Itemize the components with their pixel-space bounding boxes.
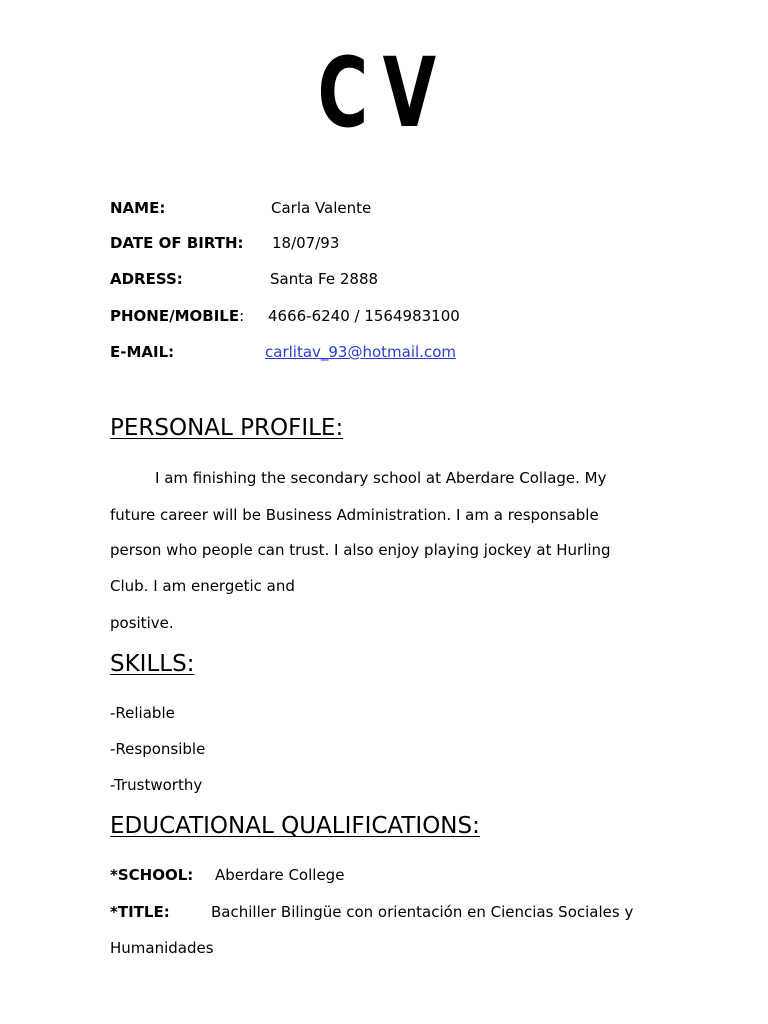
title-value-continued: Humanidades bbox=[110, 939, 214, 957]
dob-value: 18/07/93 bbox=[272, 234, 340, 252]
skills-heading: SKILLS: bbox=[110, 651, 195, 677]
profile-line: future career will be Business Administration. I am a responsable bbox=[110, 506, 599, 524]
skill-item: -Reliable bbox=[110, 704, 175, 722]
name-value: Carla Valente bbox=[271, 199, 372, 217]
email-label: E-MAIL: bbox=[110, 343, 175, 361]
profile-line: person who people can trust. I also enjoy playing jockey at Hurling bbox=[110, 541, 611, 559]
phone-label-colon: : bbox=[239, 307, 245, 325]
profile-line: Club. I am energetic and bbox=[110, 577, 295, 595]
school-label: *SCHOOL: bbox=[110, 866, 194, 884]
phone-value: 4666-6240 / 1564983100 bbox=[268, 307, 460, 325]
profile-line: I am finishing the secondary school at Aberdare Collage. My bbox=[155, 469, 607, 487]
name-label: NAME: bbox=[110, 199, 166, 217]
phone-label-group bbox=[110, 306, 244, 326]
profile-heading: PERSONAL PROFILE: bbox=[110, 415, 344, 441]
document-title: CV bbox=[317, 37, 451, 149]
profile-line: positive. bbox=[110, 614, 174, 632]
school-value: Aberdare College bbox=[215, 866, 345, 884]
phone-label: PHONE/MOBILE bbox=[110, 307, 240, 325]
skill-item: -Responsible bbox=[110, 740, 206, 758]
education-heading: EDUCATIONAL QUALIFICATIONS: bbox=[110, 813, 480, 839]
title-value: Bachiller Bilingüe con orientación en Ciencias Sociales y bbox=[211, 903, 634, 921]
address-label: ADRESS: bbox=[110, 270, 183, 288]
skill-item: -Trustworthy bbox=[110, 776, 203, 794]
title-label: *TITLE: bbox=[110, 903, 170, 921]
email-link[interactable]: carlitav_93@hotmail.com bbox=[265, 343, 456, 361]
dob-label: DATE OF BIRTH: bbox=[110, 234, 244, 252]
address-value: Santa Fe 2888 bbox=[270, 270, 379, 288]
